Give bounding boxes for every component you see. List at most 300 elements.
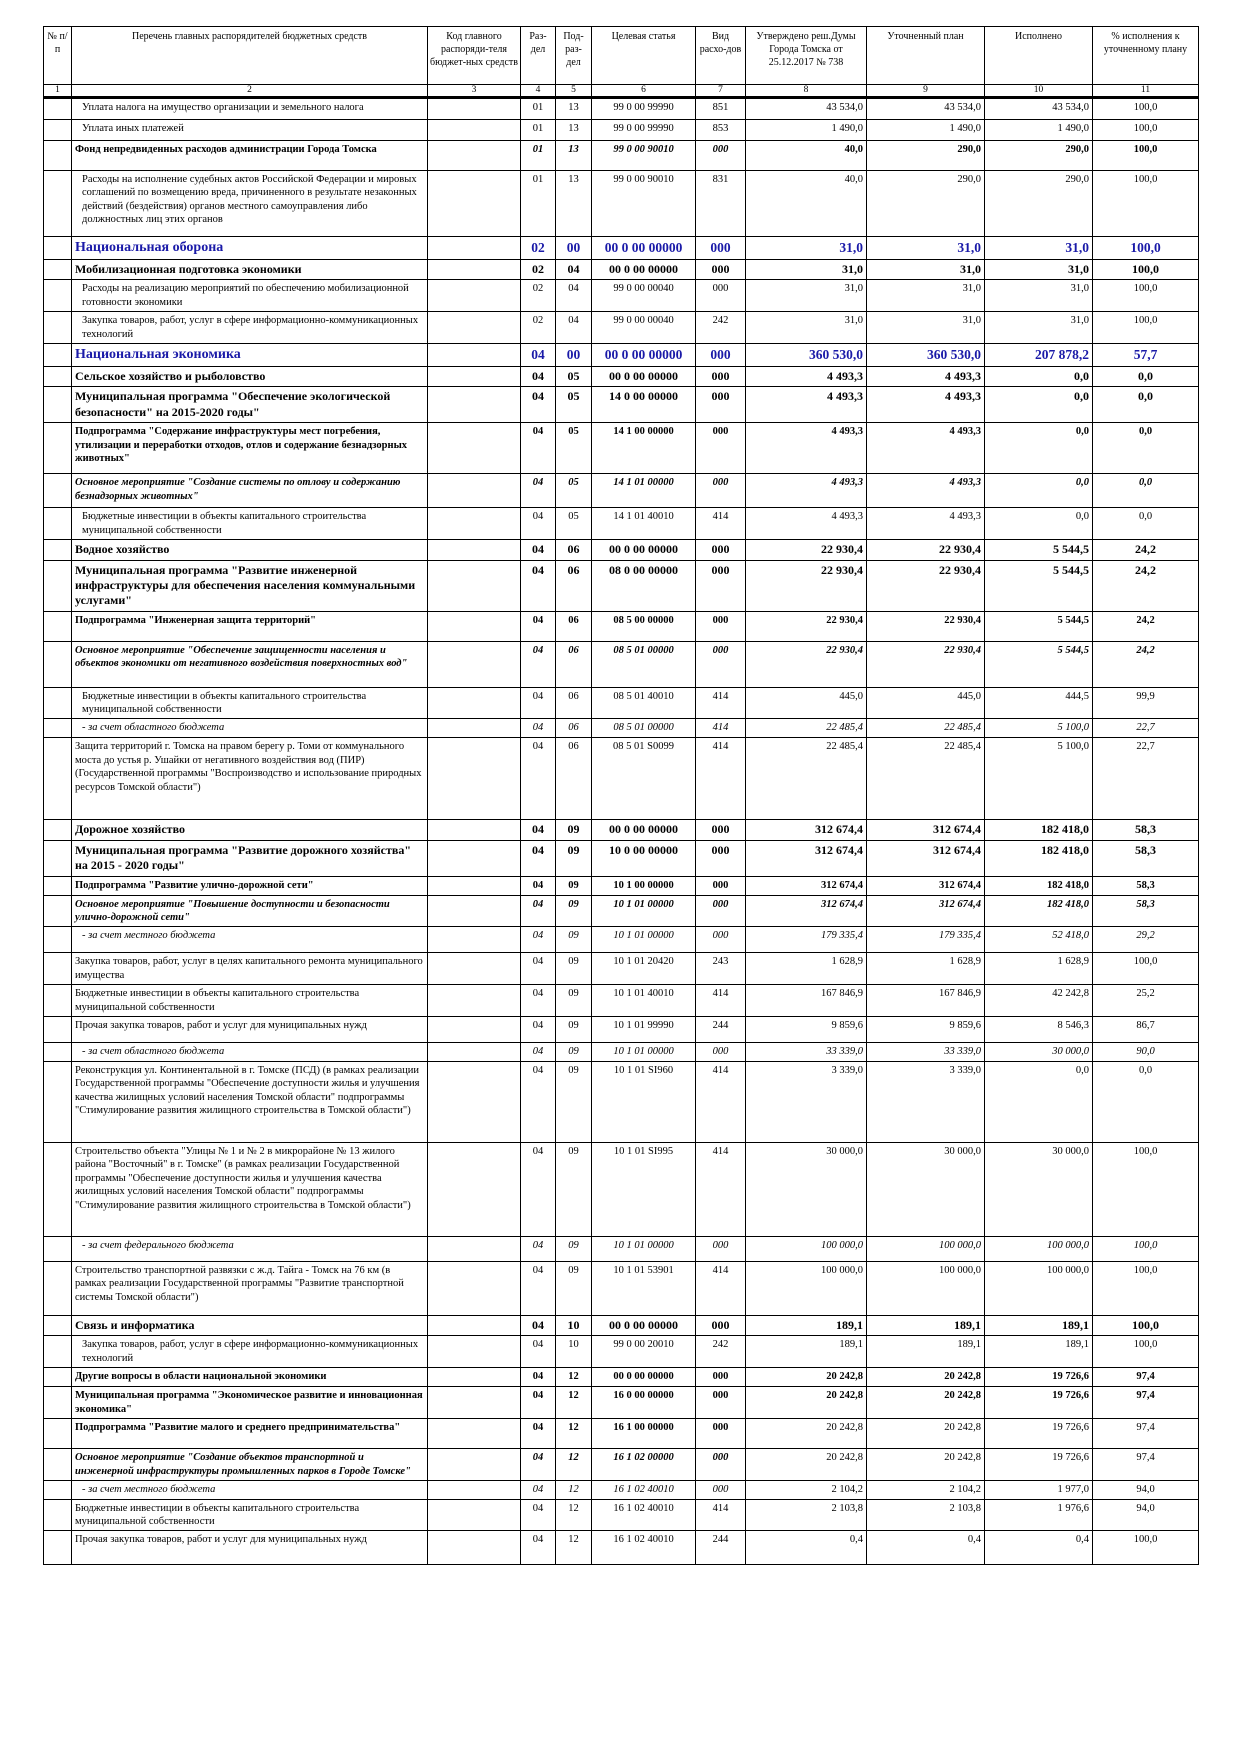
cell-mgr [428, 280, 521, 312]
cell-plan: 31,0 [867, 280, 985, 312]
cell-vr: 000 [696, 474, 746, 508]
cell-approved: 33 339,0 [746, 1043, 867, 1061]
cell-done: 182 418,0 [985, 895, 1093, 927]
cell-approved: 4 493,3 [746, 508, 867, 540]
cell-done: 5 544,5 [985, 641, 1093, 687]
cell-podrazdel: 06 [556, 611, 592, 641]
cell-vr: 000 [696, 259, 746, 279]
cell-plan: 22 485,4 [867, 738, 985, 820]
cell-num [44, 1061, 72, 1142]
cell-podrazdel: 13 [556, 120, 592, 141]
cell-cs: 99 0 00 00040 [592, 312, 696, 344]
cell-razdel: 04 [521, 840, 556, 876]
cell-vr: 000 [696, 237, 746, 260]
cell-pct: 100,0 [1093, 1142, 1199, 1236]
cell-done: 0,0 [985, 387, 1093, 423]
cell-num [44, 1531, 72, 1565]
cell-razdel: 04 [521, 687, 556, 719]
cell-vr: 000 [696, 1315, 746, 1335]
col-header-approved: Утверждено реш.Думы Города Томска от 25.12.2017 № 738 [746, 27, 867, 85]
cell-vr: 243 [696, 953, 746, 985]
col-number: 9 [867, 85, 985, 98]
cell-num [44, 687, 72, 719]
cell-razdel: 01 [521, 171, 556, 237]
cell-razdel: 04 [521, 1017, 556, 1043]
col-number: 3 [428, 85, 521, 98]
cell-plan: 31,0 [867, 237, 985, 260]
cell-vr: 000 [696, 280, 746, 312]
cell-razdel: 04 [521, 1336, 556, 1368]
cell-mgr [428, 1236, 521, 1261]
cell-approved: 312 674,4 [746, 876, 867, 895]
cell-cs: 99 0 00 20010 [592, 1336, 696, 1368]
cell-mgr [428, 508, 521, 540]
cell-plan: 312 674,4 [867, 840, 985, 876]
cell-plan: 22 930,4 [867, 540, 985, 560]
table-row [44, 120, 1199, 141]
cell-name: Подпрограмма "Инженерная защита территорий" [72, 611, 428, 641]
cell-pct: 24,2 [1093, 611, 1199, 641]
cell-done: 5 100,0 [985, 719, 1093, 738]
cell-podrazdel: 13 [556, 141, 592, 171]
cell-mgr [428, 1449, 521, 1481]
cell-cs: 00 0 00 00000 [592, 1368, 696, 1387]
cell-name: Закупка товаров, работ, услуг в сфере информационно-коммуникационных технологий [72, 1336, 428, 1368]
cell-cs: 10 1 00 00000 [592, 876, 696, 895]
col-header-razdel: Раз-дел [521, 27, 556, 85]
cell-podrazdel: 04 [556, 280, 592, 312]
cell-done: 5 544,5 [985, 560, 1093, 611]
table-row [44, 641, 1199, 687]
cell-cs: 10 1 01 00000 [592, 1043, 696, 1061]
cell-pct: 90,0 [1093, 1043, 1199, 1061]
cell-name: Муниципальная программа "Развитие инженерной инфраструктуры для обеспечения населения коммунальными услугами" [72, 560, 428, 611]
cell-podrazdel: 12 [556, 1387, 592, 1419]
cell-mgr [428, 840, 521, 876]
col-header-expense-type: Вид расхо-дов [696, 27, 746, 85]
cell-done: 5 100,0 [985, 738, 1093, 820]
cell-name: - за счет федерального бюджета [72, 1236, 428, 1261]
cell-pct: 58,3 [1093, 895, 1199, 927]
cell-approved: 100 000,0 [746, 1236, 867, 1261]
cell-approved: 40,0 [746, 141, 867, 171]
cell-name: Бюджетные инвестиции в объекты капитального строительства муниципальной собственности [72, 687, 428, 719]
cell-razdel: 04 [521, 1315, 556, 1335]
cell-razdel: 04 [521, 560, 556, 611]
table-row [44, 508, 1199, 540]
cell-mgr [428, 1368, 521, 1387]
cell-podrazdel: 10 [556, 1315, 592, 1335]
cell-plan: 2 103,8 [867, 1499, 985, 1531]
cell-podrazdel: 06 [556, 687, 592, 719]
cell-pct: 58,3 [1093, 820, 1199, 840]
table-row [44, 927, 1199, 953]
cell-pct: 0,0 [1093, 1061, 1199, 1142]
cell-mgr [428, 1043, 521, 1061]
cell-name: Муниципальная программа "Развитие дорожного хозяйства" на 2015 - 2020 годы" [72, 840, 428, 876]
cell-vr: 000 [696, 641, 746, 687]
cell-num [44, 1387, 72, 1419]
cell-podrazdel: 09 [556, 1061, 592, 1142]
col-header-percent: % исполнения к уточненному плану [1093, 27, 1199, 85]
cell-plan: 31,0 [867, 259, 985, 279]
cell-mgr [428, 366, 521, 386]
cell-approved: 20 242,8 [746, 1419, 867, 1449]
table-row [44, 1043, 1199, 1061]
cell-num [44, 1368, 72, 1387]
cell-name: Дорожное хозяйство [72, 820, 428, 840]
cell-mgr [428, 387, 521, 423]
table-row [44, 1261, 1199, 1315]
cell-razdel: 04 [521, 1387, 556, 1419]
cell-name: Основное мероприятие "Создание системы по отлову и содержанию безнадзорных животных" [72, 474, 428, 508]
cell-plan: 30 000,0 [867, 1142, 985, 1236]
col-header-number: № п/п [44, 27, 72, 85]
cell-approved: 100 000,0 [746, 1261, 867, 1315]
table-row [44, 366, 1199, 386]
cell-cs: 08 5 00 00000 [592, 611, 696, 641]
cell-cs: 10 1 01 53901 [592, 1261, 696, 1315]
cell-plan: 179 335,4 [867, 927, 985, 953]
cell-cs: 00 0 00 00000 [592, 540, 696, 560]
table-row [44, 1336, 1199, 1368]
cell-razdel: 01 [521, 141, 556, 171]
cell-podrazdel: 12 [556, 1419, 592, 1449]
cell-done: 19 726,6 [985, 1449, 1093, 1481]
cell-vr: 244 [696, 1531, 746, 1565]
cell-name: Основное мероприятие "Обеспечение защищенности населения и объектов экономики от негативного воздействия поверхностных вод" [72, 641, 428, 687]
cell-cs: 99 0 00 90010 [592, 171, 696, 237]
cell-plan: 33 339,0 [867, 1043, 985, 1061]
cell-pct: 100,0 [1093, 171, 1199, 237]
cell-num [44, 985, 72, 1017]
table-row [44, 1481, 1199, 1499]
cell-done: 52 418,0 [985, 927, 1093, 953]
cell-done: 0,0 [985, 1061, 1093, 1142]
cell-name: Национальная экономика [72, 344, 428, 367]
cell-name: Водное хозяйство [72, 540, 428, 560]
table-row [44, 876, 1199, 895]
cell-mgr [428, 259, 521, 279]
cell-approved: 189,1 [746, 1315, 867, 1335]
cell-done: 19 726,6 [985, 1387, 1093, 1419]
cell-podrazdel: 12 [556, 1531, 592, 1565]
cell-cs: 10 1 01 SI995 [592, 1142, 696, 1236]
cell-mgr [428, 1142, 521, 1236]
cell-pct: 100,0 [1093, 1261, 1199, 1315]
cell-podrazdel: 09 [556, 1043, 592, 1061]
cell-vr: 414 [696, 1061, 746, 1142]
cell-approved: 312 674,4 [746, 820, 867, 840]
cell-name: Бюджетные инвестиции в объекты капитального строительства муниципальной собственности [72, 1499, 428, 1531]
cell-pct: 100,0 [1093, 259, 1199, 279]
cell-approved: 2 103,8 [746, 1499, 867, 1531]
cell-razdel: 04 [521, 366, 556, 386]
cell-done: 189,1 [985, 1336, 1093, 1368]
cell-razdel: 02 [521, 280, 556, 312]
cell-podrazdel: 00 [556, 344, 592, 367]
cell-mgr [428, 423, 521, 474]
cell-cs: 08 0 00 00000 [592, 560, 696, 611]
table-row [44, 312, 1199, 344]
cell-num [44, 1043, 72, 1061]
cell-vr: 414 [696, 1142, 746, 1236]
cell-pct: 99,9 [1093, 687, 1199, 719]
cell-approved: 312 674,4 [746, 895, 867, 927]
cell-pct: 22,7 [1093, 738, 1199, 820]
cell-cs: 14 0 00 00000 [592, 387, 696, 423]
cell-plan: 1 490,0 [867, 120, 985, 141]
table-row [44, 387, 1199, 423]
cell-razdel: 04 [521, 1481, 556, 1499]
cell-pct: 97,4 [1093, 1449, 1199, 1481]
cell-done: 31,0 [985, 312, 1093, 344]
cell-mgr [428, 540, 521, 560]
cell-pct: 0,0 [1093, 508, 1199, 540]
cell-mgr [428, 312, 521, 344]
cell-plan: 312 674,4 [867, 820, 985, 840]
col-number: 11 [1093, 85, 1199, 98]
col-number: 1 [44, 85, 72, 98]
cell-done: 189,1 [985, 1315, 1093, 1335]
cell-cs: 16 1 02 40010 [592, 1531, 696, 1565]
cell-plan: 312 674,4 [867, 895, 985, 927]
cell-razdel: 04 [521, 1449, 556, 1481]
cell-approved: 4 493,3 [746, 387, 867, 423]
cell-plan: 312 674,4 [867, 876, 985, 895]
cell-mgr [428, 1531, 521, 1565]
cell-num [44, 387, 72, 423]
cell-cs: 08 5 01 S0099 [592, 738, 696, 820]
cell-podrazdel: 06 [556, 540, 592, 560]
cell-plan: 360 530,0 [867, 344, 985, 367]
cell-mgr [428, 876, 521, 895]
cell-razdel: 04 [521, 540, 556, 560]
cell-pct: 100,0 [1093, 312, 1199, 344]
cell-mgr [428, 1336, 521, 1368]
table-row [44, 687, 1199, 719]
cell-done: 182 418,0 [985, 820, 1093, 840]
cell-approved: 22 930,4 [746, 611, 867, 641]
cell-num [44, 508, 72, 540]
cell-mgr [428, 1387, 521, 1419]
cell-vr: 851 [696, 98, 746, 120]
cell-num [44, 1315, 72, 1335]
cell-num [44, 423, 72, 474]
cell-pct: 100,0 [1093, 280, 1199, 312]
cell-pct: 0,0 [1093, 387, 1199, 423]
table-row [44, 1061, 1199, 1142]
table-row [44, 237, 1199, 260]
cell-cs: 16 1 02 00000 [592, 1449, 696, 1481]
cell-podrazdel: 13 [556, 98, 592, 120]
cell-num [44, 820, 72, 840]
col-number: 5 [556, 85, 592, 98]
col-header-revised-plan: Уточненный план [867, 27, 985, 85]
cell-mgr [428, 927, 521, 953]
cell-pct: 24,2 [1093, 540, 1199, 560]
cell-num [44, 1499, 72, 1531]
table-row [44, 1142, 1199, 1236]
cell-mgr [428, 985, 521, 1017]
cell-cs: 00 0 00 00000 [592, 366, 696, 386]
cell-razdel: 04 [521, 1061, 556, 1142]
cell-plan: 290,0 [867, 141, 985, 171]
cell-vr: 242 [696, 1336, 746, 1368]
cell-podrazdel: 06 [556, 560, 592, 611]
cell-approved: 1 628,9 [746, 953, 867, 985]
cell-num [44, 1336, 72, 1368]
cell-num [44, 641, 72, 687]
cell-podrazdel: 04 [556, 312, 592, 344]
cell-num [44, 738, 72, 820]
cell-vr: 000 [696, 540, 746, 560]
table-row [44, 98, 1199, 120]
cell-vr: 414 [696, 1499, 746, 1531]
cell-vr: 000 [696, 344, 746, 367]
cell-pct: 94,0 [1093, 1481, 1199, 1499]
cell-done: 31,0 [985, 237, 1093, 260]
cell-vr: 000 [696, 820, 746, 840]
cell-plan: 20 242,8 [867, 1419, 985, 1449]
cell-cs: 16 1 00 00000 [592, 1419, 696, 1449]
cell-vr: 414 [696, 738, 746, 820]
col-header-manager-code: Код главного распоряди-теля бюджет-ных средств [428, 27, 521, 85]
cell-razdel: 04 [521, 1499, 556, 1531]
cell-done: 0,0 [985, 508, 1093, 540]
cell-cs: 10 1 01 SI960 [592, 1061, 696, 1142]
cell-name: Строительство транспортной развязки с ж.д. Тайга - Томск на 76 км (в рамках реализации Государственной программы "Развитие транспортной системы Томской области") [72, 1261, 428, 1315]
cell-podrazdel: 09 [556, 1017, 592, 1043]
table-row [44, 344, 1199, 367]
cell-approved: 30 000,0 [746, 1142, 867, 1236]
table-row [44, 1017, 1199, 1043]
cell-done: 19 726,6 [985, 1419, 1093, 1449]
cell-razdel: 04 [521, 344, 556, 367]
cell-num [44, 98, 72, 120]
cell-approved: 22 485,4 [746, 738, 867, 820]
cell-cs: 10 1 01 00000 [592, 895, 696, 927]
cell-podrazdel: 12 [556, 1449, 592, 1481]
cell-name: Уплата налога на имущество организации и земельного налога [72, 98, 428, 120]
cell-razdel: 04 [521, 611, 556, 641]
cell-podrazdel: 05 [556, 366, 592, 386]
cell-podrazdel: 06 [556, 641, 592, 687]
table-row [44, 1449, 1199, 1481]
table-row [44, 1499, 1199, 1531]
cell-approved: 179 335,4 [746, 927, 867, 953]
cell-razdel: 04 [521, 820, 556, 840]
table-row [44, 840, 1199, 876]
cell-done: 8 546,3 [985, 1017, 1093, 1043]
cell-name: Защита территорий г. Томска на правом берегу р. Томи от коммунального моста до устья р. Ушайки от негативного воздействия вод (ПИР) (Государственной программы "Воспроизводство и использование природных ресурсов Томской области") [72, 738, 428, 820]
table-row [44, 738, 1199, 820]
cell-plan: 2 104,2 [867, 1481, 985, 1499]
cell-plan: 4 493,3 [867, 508, 985, 540]
table-row [44, 1387, 1199, 1419]
cell-plan: 31,0 [867, 312, 985, 344]
cell-done: 42 242,8 [985, 985, 1093, 1017]
cell-num [44, 927, 72, 953]
cell-pct: 58,3 [1093, 876, 1199, 895]
cell-mgr [428, 953, 521, 985]
col-number: 6 [592, 85, 696, 98]
cell-plan: 1 628,9 [867, 953, 985, 985]
cell-cs: 14 1 00 00000 [592, 423, 696, 474]
cell-plan: 290,0 [867, 171, 985, 237]
cell-approved: 4 493,3 [746, 423, 867, 474]
table-row [44, 820, 1199, 840]
cell-plan: 3 339,0 [867, 1061, 985, 1142]
cell-podrazdel: 04 [556, 259, 592, 279]
cell-name: - за счет областного бюджета [72, 719, 428, 738]
cell-plan: 9 859,6 [867, 1017, 985, 1043]
cell-done: 30 000,0 [985, 1142, 1093, 1236]
cell-plan: 43 534,0 [867, 98, 985, 120]
cell-vr: 000 [696, 141, 746, 171]
table-row [44, 474, 1199, 508]
cell-num [44, 953, 72, 985]
cell-vr: 000 [696, 895, 746, 927]
cell-podrazdel: 09 [556, 1261, 592, 1315]
cell-done: 43 534,0 [985, 98, 1093, 120]
cell-vr: 000 [696, 876, 746, 895]
cell-plan: 22 930,4 [867, 641, 985, 687]
cell-mgr [428, 98, 521, 120]
cell-done: 5 544,5 [985, 611, 1093, 641]
cell-mgr [428, 1419, 521, 1449]
cell-podrazdel: 09 [556, 820, 592, 840]
cell-podrazdel: 05 [556, 474, 592, 508]
cell-plan: 100 000,0 [867, 1261, 985, 1315]
cell-approved: 360 530,0 [746, 344, 867, 367]
table-row [44, 1419, 1199, 1449]
cell-num [44, 280, 72, 312]
cell-vr: 000 [696, 1043, 746, 1061]
cell-num [44, 1236, 72, 1261]
cell-name: Бюджетные инвестиции в объекты капитального строительства муниципальной собственности [72, 985, 428, 1017]
table-row [44, 985, 1199, 1017]
cell-name: Муниципальная программа "Экономическое развитие и инновационная экономика" [72, 1387, 428, 1419]
cell-mgr [428, 611, 521, 641]
cell-vr: 000 [696, 560, 746, 611]
cell-cs: 00 0 00 00000 [592, 820, 696, 840]
cell-plan: 189,1 [867, 1315, 985, 1335]
cell-mgr [428, 120, 521, 141]
cell-pct: 24,2 [1093, 560, 1199, 611]
cell-razdel: 02 [521, 259, 556, 279]
cell-num [44, 171, 72, 237]
cell-podrazdel: 09 [556, 985, 592, 1017]
cell-razdel: 04 [521, 738, 556, 820]
cell-pct: 100,0 [1093, 98, 1199, 120]
cell-podrazdel: 09 [556, 876, 592, 895]
cell-approved: 312 674,4 [746, 840, 867, 876]
cell-mgr [428, 344, 521, 367]
cell-approved: 1 490,0 [746, 120, 867, 141]
cell-vr: 414 [696, 985, 746, 1017]
cell-vr: 000 [696, 1419, 746, 1449]
table-row [44, 1531, 1199, 1565]
cell-num [44, 344, 72, 367]
cell-done: 30 000,0 [985, 1043, 1093, 1061]
table-row [44, 259, 1199, 279]
cell-pct: 100,0 [1093, 1336, 1199, 1368]
cell-cs: 14 1 01 00000 [592, 474, 696, 508]
cell-mgr [428, 738, 521, 820]
cell-done: 0,0 [985, 366, 1093, 386]
cell-pct: 22,7 [1093, 719, 1199, 738]
